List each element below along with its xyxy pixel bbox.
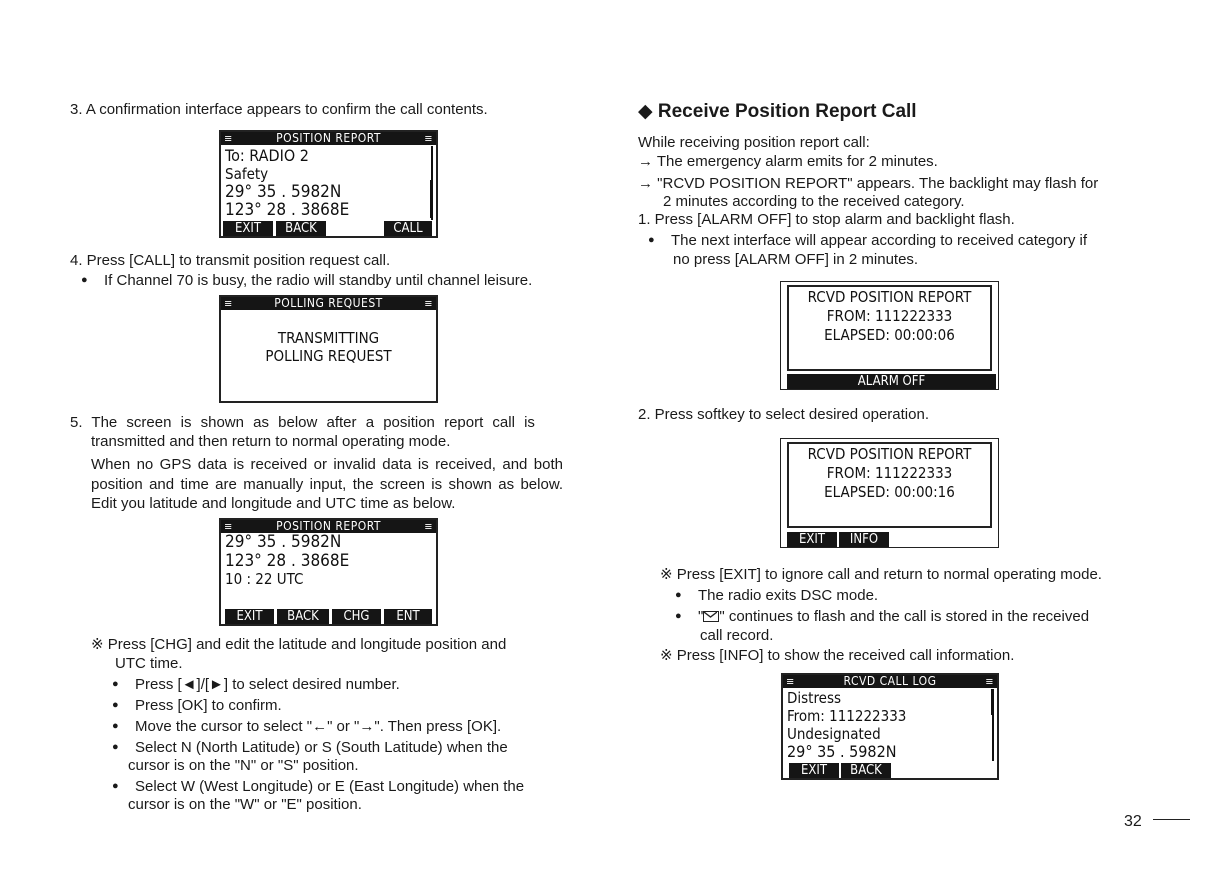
note-exit-bullet-1: ● The radio exits DSC mode. [698,586,878,605]
softkey-exit[interactable]: EXIT [787,532,837,547]
lcd-polling-request [219,295,438,403]
note-chg-b: UTC time. [115,655,183,672]
step-4-bullet: ● If Channel 70 is busy, the radio will standby until channel leisure. [104,271,532,290]
note-info: ※ Press [INFO] to show the received call information. [660,647,1015,664]
scrollbar-thumb [991,689,994,715]
screen-line: 29° 35 . 5982N [225,182,342,202]
screen-line: ELAPSED: 00:00:06 [824,326,955,344]
screen-line: Safety [225,165,269,183]
note-exit: ※ Press [EXIT] to ignore call and return to normal operating mode. [660,566,1102,583]
screen-line: 10 : 22 UTC [225,570,304,588]
screen-line: 123° 28 . 3868E [225,200,350,220]
lcd-rcvd-call-log [781,673,999,780]
screen-line: 29° 35 . 5982N [787,742,897,761]
right-step-1-bullet-a: ● The next interface will appear according to received category if [671,231,1087,250]
softkey-info[interactable]: INFO [839,532,889,547]
softkey-exit[interactable]: EXIT [789,763,839,778]
screen-line: 123° 28 . 3868E [225,551,350,571]
menu-icon: ≡ [786,675,795,688]
arrow-rcvd-a: → "RCVD POSITION REPORT" appears. The backlight may flash for [638,175,1099,192]
menu-icon: ≡ [224,297,233,310]
menu-icon: ≡ [224,520,233,533]
envelope-icon [703,611,719,622]
screen-line: FROM: 111222333 [826,464,953,482]
screen-line: POLLING REQUEST [265,347,392,365]
screen-line: ELAPSED: 00:00:16 [824,483,955,501]
screen-line: Undesignated [787,725,881,743]
screen-line: 29° 35 . 5982N [225,532,342,552]
screen-line: RCVD POSITION REPORT [807,445,972,463]
screen-title: POSITION REPORT [276,131,381,145]
step-5-text-b: transmitted and then return to normal operating mode. [91,433,451,450]
screen-line: Distress [787,689,842,707]
screen-title: RCVD CALL LOG [843,674,937,688]
softkey-back[interactable]: BACK [841,763,891,778]
menu-icon: ≡ [985,675,994,688]
softkey-exit[interactable]: EXIT [223,221,273,236]
lcd-position-report-manual [219,518,438,626]
screen-line: From: 111222333 [787,707,907,725]
softkey-call[interactable]: CALL [384,221,432,236]
lcd-rcvd-position-alarm [780,281,999,390]
arrow-alarm: → The emergency alarm emits for 2 minutes. [638,153,938,170]
bullet-longitude: ● Select W (West Longitude) or E (East Longitude) when the [135,777,524,796]
screen-line: To: RADIO 2 [225,146,309,165]
step-4-text: 4. Press [CALL] to transmit position request call. [70,252,391,269]
softkey-ent[interactable]: ENT [384,609,432,624]
screen-line: RCVD POSITION REPORT [807,288,972,306]
note-exit-bullet-2-cont: call record. [700,627,774,644]
section-heading: ◆ Receive Position Report Call [638,101,917,122]
softkey-alarm-off[interactable]: ALARM OFF [787,374,996,389]
page-number: 32 [1124,813,1142,830]
right-step-2: 2. Press softkey to select desired operation. [638,406,929,423]
scrollbar-thumb [430,180,433,218]
bullet-confirm: ● Press [OK] to confirm. [135,696,282,715]
arrow-rcvd-b: 2 minutes according to the received category. [663,193,965,210]
softkey-back[interactable]: BACK [276,221,326,236]
softkey-back[interactable]: BACK [277,609,329,624]
lcd-position-report-confirm [219,130,438,238]
right-step-1-bullet-b: no press [ALARM OFF] in 2 minutes. [673,251,919,268]
screen-title: POLLING REQUEST [274,296,383,310]
bullet-latitude-cont: cursor is on the "N" or "S" position. [128,757,359,774]
menu-icon: ≡ [424,132,433,145]
menu-icon: ≡ [424,297,433,310]
menu-icon: ≡ [224,132,233,145]
note-exit-bullet-2: ● " " continues to flash and the call is stored in the received [698,607,1089,626]
lcd-rcvd-position-options [780,438,999,548]
right-step-1: 1. Press [ALARM OFF] to stop alarm and backlight flash. [638,211,1015,228]
bullet-longitude-cont: cursor is on the "W" or "E" position. [128,796,362,813]
screen-line: FROM: 111222333 [826,307,953,325]
softkey-chg[interactable]: CHG [332,609,381,624]
screen-title: POSITION REPORT [276,519,381,533]
menu-icon: ≡ [424,520,433,533]
step-5-text-a: 5. The screen is shown as below after a position report call is [70,414,535,431]
bullet-move-cursor: ● Move the cursor to select "←" or "→". Then press [OK]. [135,717,501,736]
screen-line: TRANSMITTING [277,329,380,347]
bullet-latitude: ● Select N (North Latitude) or S (South Latitude) when the [135,738,508,757]
softkey-exit[interactable]: EXIT [225,609,274,624]
page-number-rule [1153,819,1190,820]
bullet-select-number: ● Press [◄]/[►] to select desired number. [135,675,400,694]
intro-text: While receiving position report call: [638,134,870,151]
step-3-text: 3. A confirmation interface appears to confirm the call contents. [70,101,488,118]
step-5-paragraph: When no GPS data is received or invalid data is received, and both position and time are manually input, the screen is shown as below. Edit you latitude and longitude and UTC time as below. [91,456,563,512]
note-chg-a: ※ Press [CHG] and edit the latitude and longitude position and [91,636,507,653]
